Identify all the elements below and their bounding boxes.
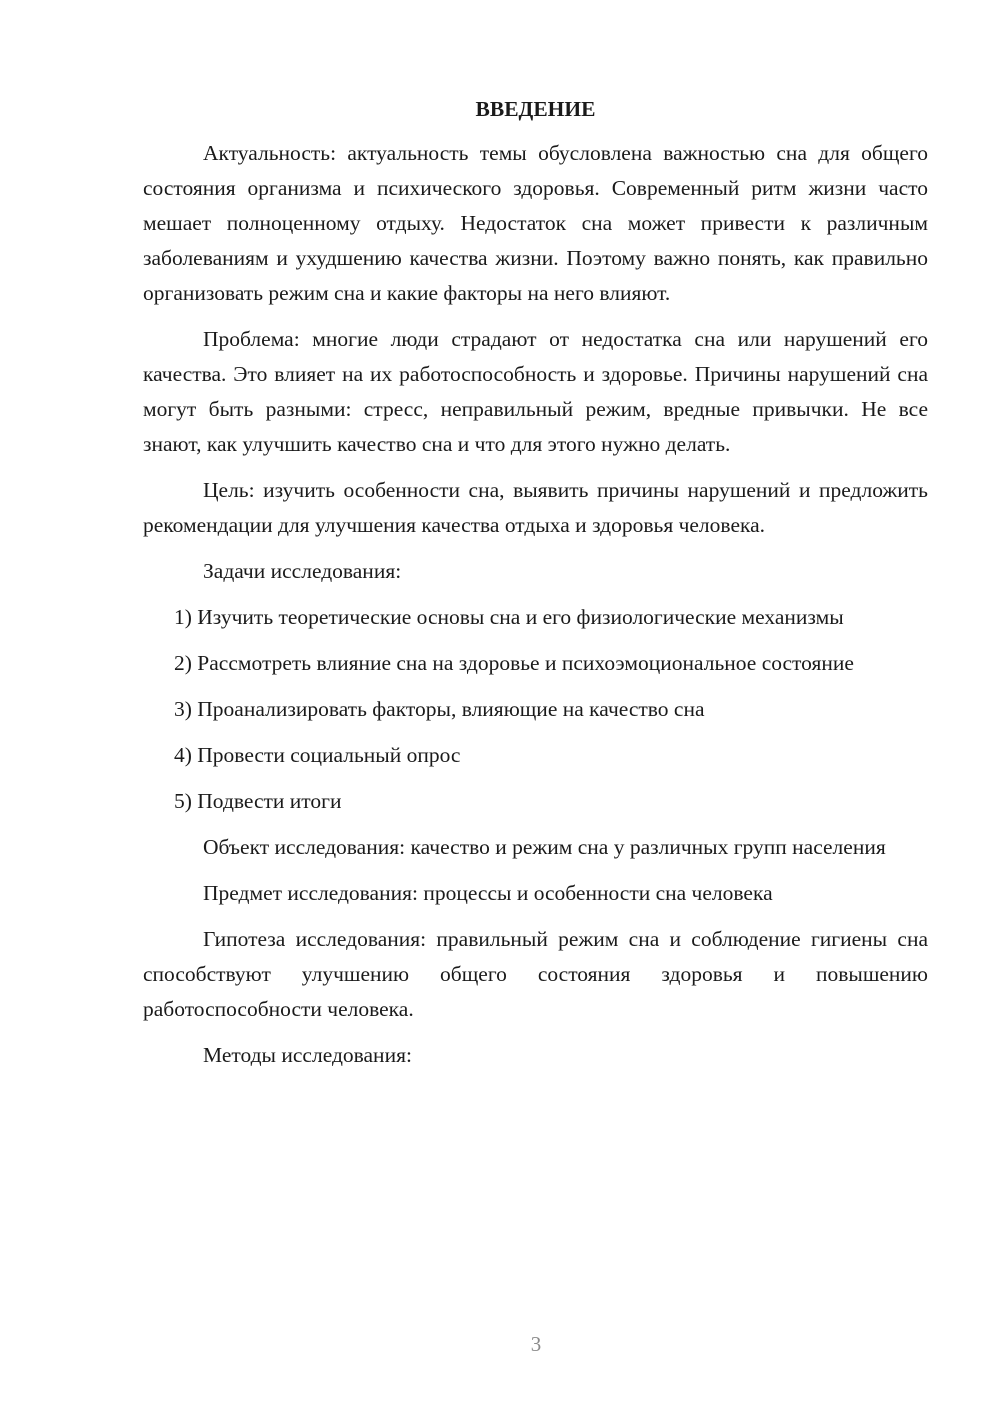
page-number: 3	[530, 1332, 542, 1356]
task-item-3: 3) Проанализировать факторы, влияющие на качество сна	[174, 697, 705, 721]
task-item-4: 4) Провести социальный опрос	[174, 743, 461, 767]
task-item-1: 1) Изучить теоретические основы сна и его физиологические механизмы	[174, 605, 844, 629]
page-content	[143, 92, 928, 1084]
task-item-2: 2) Рассмотреть влияние сна на здоровье и психоэмоциональное состояние	[174, 651, 854, 675]
paragraph-problem: Проблема: многие люди страдают от недостатка сна или нарушений его качества. Это влияет на их работоспособность и здоровье. Причины нарушений сна могут быть разными: стресс, неправильный режим, вредные привычки. Не все знают, как улучшить качество сна и что для этого нужно делать.	[143, 327, 928, 456]
paragraph-subject: Предмет исследования: процессы и особенности сна человека	[203, 881, 773, 905]
paragraph-goal: Цель: изучить особенности сна, выявить причины нарушений и предложить рекомендации для улучшения качества отдыха и здоровья человека.	[143, 478, 928, 537]
page-title: ВВЕДЕНИЕ	[475, 97, 596, 121]
task-item-5: 5) Подвести итоги	[174, 789, 342, 813]
methods-heading: Методы исследования:	[203, 1043, 412, 1067]
paragraph-object: Объект исследования: качество и режим сна у различных групп населения	[203, 835, 886, 859]
tasks-heading: Задачи исследования:	[203, 559, 402, 583]
paragraph-relevance: Актуальность: актуальность темы обусловлена важностью сна для общего состояния организма и психического здоровья. Современный ритм жизни часто мешает полноценному отдыху. Недостаток сна может привести к различным заболеваниям и ухудшению качества жизни. Поэтому важно понять, как правильно организовать режим сна и какие факторы на него влияют.	[143, 141, 928, 305]
paragraph-hypothesis: Гипотеза исследования: правильный режим сна и соблюдение гигиены сна способствуют улучшению общего состояния здоровья и повышению работоспособности человека.	[143, 927, 928, 1021]
